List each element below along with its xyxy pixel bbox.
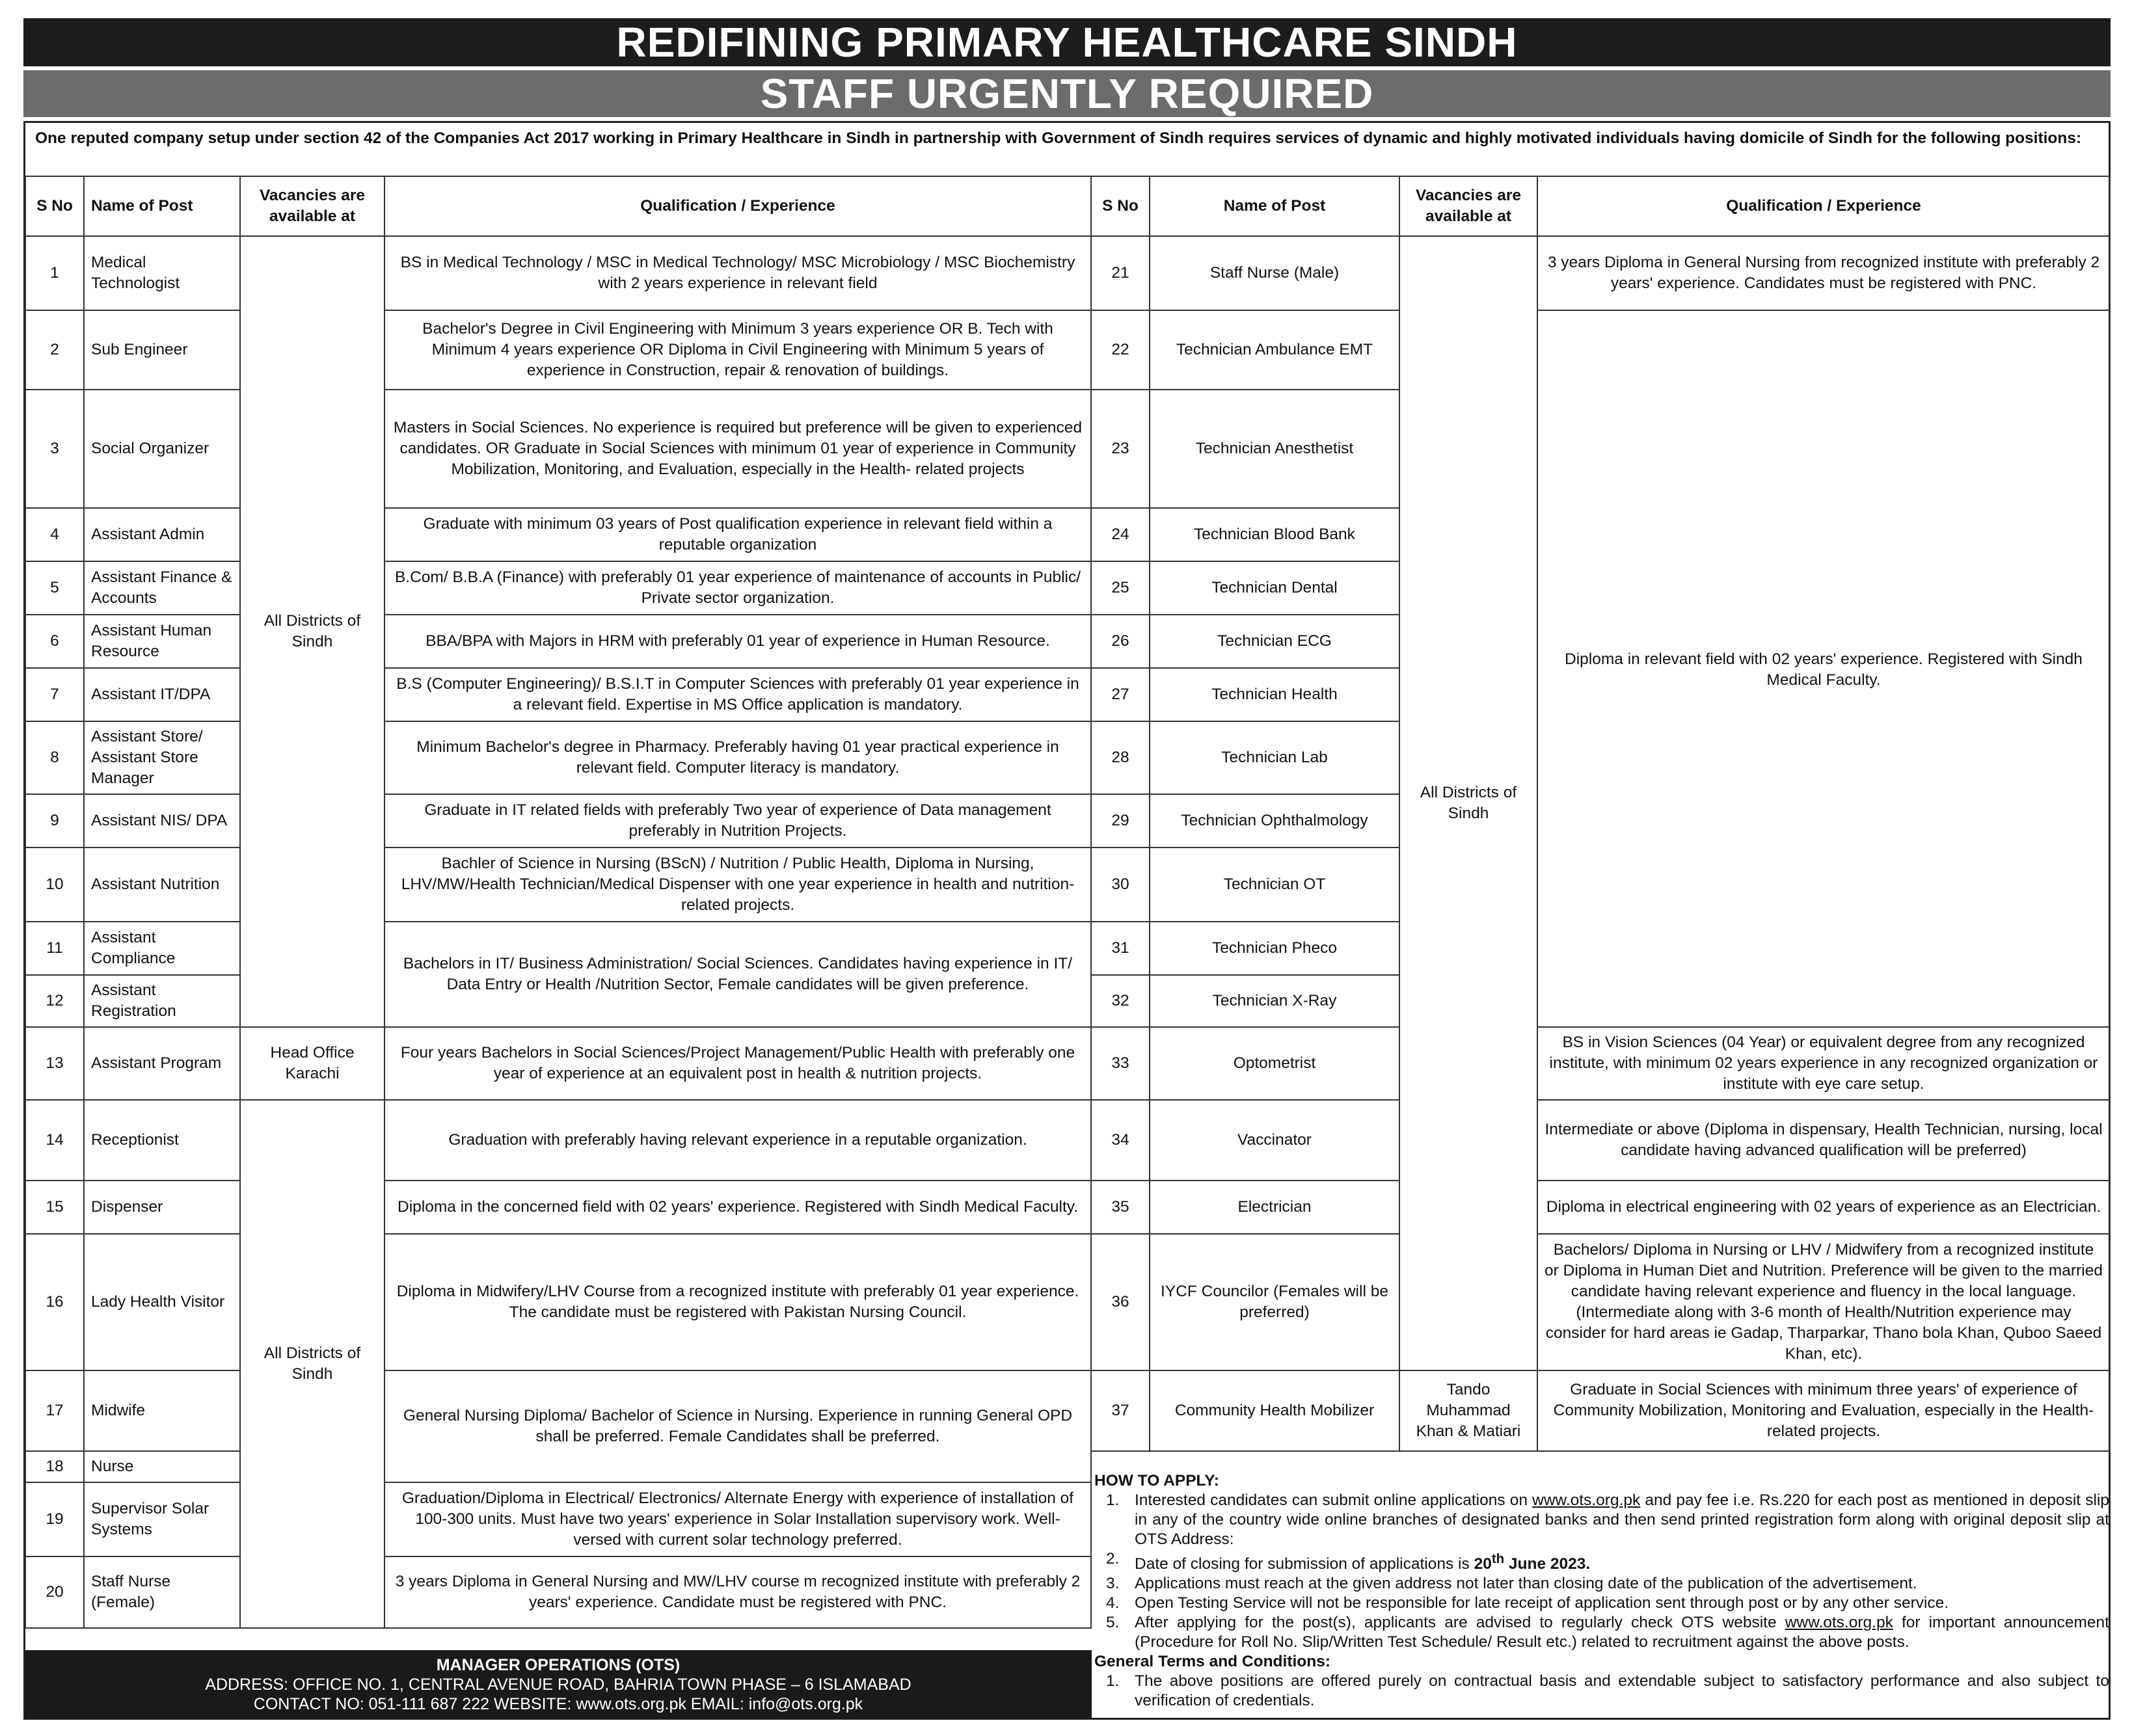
row-sno: 15 xyxy=(25,1181,84,1234)
row-sno: 6 xyxy=(25,615,84,668)
intro-text: One reputed company setup under section 42 of the Companies Act 2017 working in Primary Healthcare in Sindh in partnership with Government of Sindh requires services of dynamic and highly motivated individuals having domicile of Sindh for the following positions: xyxy=(35,129,2082,147)
row-post: Nurse xyxy=(84,1451,240,1482)
row-qualification: B.S (Computer Engineering)/ B.S.I.T in Computer Sciences with preferably 01 year experience in a relevant field. Expertise in MS Office application is mandatory. xyxy=(385,668,1091,721)
closing-date-month: June 2023. xyxy=(1504,1555,1591,1573)
row-qualification: Four years Bachelors in Social Sciences/Project Management/Public Health with preferably one year of experience at an equivalent post in health & nutrition projects. xyxy=(385,1027,1091,1100)
row-post: Vaccinator xyxy=(1150,1100,1399,1181)
apply-item xyxy=(1094,1549,2109,1574)
row-sno: 4 xyxy=(25,508,84,561)
row-post: Assistant Registration xyxy=(84,975,240,1027)
contact-address: ADDRESS: OFFICE NO. 1, CENTRAL AVENUE ROAD, BAHRIA TOWN PHASE – 6 ISLAMABAD xyxy=(205,1676,911,1694)
table-row xyxy=(1091,310,2110,390)
row-sno: 10 xyxy=(25,848,84,922)
row-post: Technician ECG xyxy=(1150,615,1399,668)
table-row xyxy=(1091,236,2110,310)
row-post: Technician Health xyxy=(1150,668,1399,721)
row-sno: 28 xyxy=(1091,721,1150,794)
row-vacancies: All Districts of Sindh xyxy=(1399,236,1537,1370)
apply-text: After applying for the post(s), applicants are advised to regularly check OTS website xyxy=(1135,1614,1785,1632)
apply-item-text: Open Testing Service will not be responsible for late receipt of application sent through post or by any other service. xyxy=(1135,1594,1949,1612)
row-post: IYCF Councilor (Females will be preferred) xyxy=(1150,1234,1399,1370)
apply-item xyxy=(1094,1574,2109,1594)
table-row xyxy=(25,236,1091,310)
terms-title: General Terms and Conditions: xyxy=(1094,1653,1331,1671)
contact-details: CONTACT NO: 051-111 687 222 WEBSITE: www.ots.org.pk EMAIL: info@ots.org.pk xyxy=(253,1695,863,1713)
row-qualification: Graduate with minimum 03 years of Post qualification experience in relevant field within a reputable organization xyxy=(385,508,1091,561)
row-sno: 14 xyxy=(25,1100,84,1181)
apply-item-text xyxy=(1135,1549,2109,1574)
row-sno: 5 xyxy=(25,561,84,615)
terms-item xyxy=(1094,1672,2109,1711)
row-sno: 11 xyxy=(25,922,84,975)
table-row xyxy=(25,390,1091,508)
col-sno: S No xyxy=(1091,176,1150,236)
row-post: Assistant NIS/ DPA xyxy=(84,794,240,848)
row-post: Midwife xyxy=(84,1370,240,1451)
row-post: Assistant Compliance xyxy=(84,922,240,975)
terms-item-number: 1. xyxy=(1106,1672,1120,1690)
row-post: Electrician xyxy=(1150,1181,1399,1234)
row-sno: 2 xyxy=(25,310,84,390)
table-row xyxy=(25,668,1091,721)
row-qualification: B.Com/ B.B.A (Finance) with preferably 01 year experience of maintenance of accounts in Public/ Private sector organization. xyxy=(385,561,1091,615)
row-vacancies: All Districts of Sindh xyxy=(240,1100,385,1628)
closing-date: 20 xyxy=(1474,1555,1492,1573)
row-post: Technician Blood Bank xyxy=(1150,508,1399,561)
table-row xyxy=(25,1482,1091,1556)
col-sno: S No xyxy=(25,176,84,236)
row-post: Optometrist xyxy=(1150,1027,1399,1100)
apply-item-number: 1. xyxy=(1106,1491,1120,1509)
table-row xyxy=(1091,1027,2110,1100)
row-sno: 19 xyxy=(25,1482,84,1556)
col-post: Name of Post xyxy=(1150,176,1399,236)
row-qualification: Intermediate or above (Diploma in dispensary, Health Technician, nursing, local candidate having advanced qualification will be preferred) xyxy=(1537,1100,2110,1181)
row-sno: 35 xyxy=(1091,1181,1150,1234)
row-post: Technician X-Ray xyxy=(1150,975,1399,1027)
row-post: Technician Lab xyxy=(1150,721,1399,794)
row-sno: 18 xyxy=(25,1451,84,1482)
apply-text: Interested candidates can submit online applications on xyxy=(1135,1491,1533,1509)
row-post: Assistant Nutrition xyxy=(84,848,240,922)
row-sno: 34 xyxy=(1091,1100,1150,1181)
row-qualification: Graduation with preferably having relevant experience in a reputable organization. xyxy=(385,1100,1091,1181)
row-post: Lady Health Visitor xyxy=(84,1234,240,1370)
row-qualification: Graduate in IT related fields with preferably Two year of experience of Data management preferably in Nutrition Projects. xyxy=(385,794,1091,848)
table-header-row xyxy=(25,176,1091,236)
row-sno: 3 xyxy=(25,390,84,508)
row-post: Community Health Mobilizer xyxy=(1150,1370,1399,1451)
table-row xyxy=(25,508,1091,561)
row-post: Assistant IT/DPA xyxy=(84,668,240,721)
row-sno: 31 xyxy=(1091,922,1150,975)
row-post: Dispenser xyxy=(84,1181,240,1234)
table-row xyxy=(25,1027,1091,1100)
row-vacancies: All Districts of Sindh xyxy=(240,236,385,1027)
apply-item-number: 2. xyxy=(1106,1550,1120,1568)
row-post: Supervisor Solar Systems xyxy=(84,1482,240,1556)
row-post: Sub Engineer xyxy=(84,310,240,390)
row-qualification: Graduate in Social Sciences with minimum three years' of experience of Community Mobilization, Monitoring and Evaluation, especially in the Health-related projects. xyxy=(1537,1370,2110,1451)
col-post: Name of Post xyxy=(84,176,240,236)
row-sno: 37 xyxy=(1091,1370,1150,1451)
table-row xyxy=(1091,1234,2110,1370)
row-qualification: Bachler of Science in Nursing (BScN) / Nutrition / Public Health, Diploma in Nursing, LHV/MW/Health Technician/Medical Dispenser with one year experience in health and nutrition-related projects. xyxy=(385,848,1091,922)
row-qualification: General Nursing Diploma/ Bachelor of Science in Nursing. Experience in running General OPD shall be preferred. Female Candidates shall be preferred. xyxy=(385,1370,1091,1482)
row-post: Technician Anesthetist xyxy=(1150,390,1399,508)
apply-item xyxy=(1094,1613,2109,1652)
table-row xyxy=(25,615,1091,668)
row-qualification: Diploma in Midwifery/LHV Course from a recognized institute with preferably 01 year experience. The candidate must be registered with Pakistan Nursing Council. xyxy=(385,1234,1091,1370)
row-post: Assistant Human Resource xyxy=(84,615,240,668)
apply-item-number: 3. xyxy=(1106,1575,1120,1593)
row-sno: 13 xyxy=(25,1027,84,1100)
row-qualification: Diploma in the concerned field with 02 years' experience. Registered with Sindh Medical Faculty. xyxy=(385,1181,1091,1234)
ots-website-link[interactable]: www.ots.org.pk xyxy=(1785,1614,1893,1632)
row-post: Technician OT xyxy=(1150,848,1399,922)
table-row xyxy=(1091,1100,2110,1181)
row-sno: 29 xyxy=(1091,794,1150,848)
row-sno: 23 xyxy=(1091,390,1150,508)
how-to-apply-title: HOW TO APPLY: xyxy=(1094,1472,1219,1489)
row-post: Assistant Finance & Accounts xyxy=(84,561,240,615)
closing-date-suffix: th xyxy=(1491,1552,1505,1566)
row-post: Assistant Program xyxy=(84,1027,240,1100)
row-vacancies: Tando Muhammad Khan & Matiari xyxy=(1399,1370,1537,1451)
table-row xyxy=(25,1181,1091,1234)
row-qualification: 3 years Diploma in General Nursing and MW/LHV course m recognized institute with preferably 2 years' experience. Candidate must be registered with PNC. xyxy=(385,1556,1091,1628)
row-qualification: Minimum Bachelor's degree in Pharmacy. Preferably having 01 year practical experience in relevant field. Computer literacy is mandatory. xyxy=(385,721,1091,794)
col-qualification: Qualification / Experience xyxy=(385,176,1091,236)
table-row xyxy=(25,922,1091,975)
row-qualification: Bachelor's Degree in Civil Engineering with Minimum 3 years experience OR B. Tech with Minimum 4 years experience OR Diploma in Civil Engineering with Minimum 5 years of experience in Construction, repair & renovation of buildings. xyxy=(385,310,1091,390)
apply-item-text xyxy=(1135,1613,2109,1652)
row-sno: 25 xyxy=(1091,561,1150,615)
row-sno: 22 xyxy=(1091,310,1150,390)
row-post: Technician Ambulance EMT xyxy=(1150,310,1399,390)
row-qualification: Bachelors in IT/ Business Administration/ Social Sciences. Candidates having experience in IT/ Data Entry or Health /Nutrition Sector, Female candidates will be given preference. xyxy=(385,922,1091,1027)
row-sno: 7 xyxy=(25,668,84,721)
row-qualification: Diploma in relevant field with 02 years' experience. Registered with Sindh Medical Faculty. xyxy=(1537,310,2110,1027)
banner-title: REDIFINING PRIMARY HEALTHCARE SINDH xyxy=(23,18,2111,66)
apply-item-text xyxy=(1135,1491,2109,1549)
contact-box xyxy=(25,1650,1092,1718)
contact-title: MANAGER OPERATIONS (OTS) xyxy=(436,1656,681,1674)
row-post: Assistant Admin xyxy=(84,508,240,561)
table-header-row xyxy=(1091,176,2110,236)
row-sno: 16 xyxy=(25,1234,84,1370)
table-row xyxy=(25,721,1091,794)
table-row xyxy=(25,1100,1091,1181)
jobs-table-left xyxy=(25,176,1092,1629)
apply-item-number: 5. xyxy=(1106,1614,1120,1632)
table-row xyxy=(25,794,1091,848)
apply-text: and pay fee i.e. Rs.220 for each post as mentioned in deposit slip in any of the country wide online branches of designated banks and then send printed registration form along with original deposit slip at OTS Address: xyxy=(1135,1491,2109,1548)
table-row xyxy=(25,561,1091,615)
row-sno: 1 xyxy=(25,236,84,310)
apply-text: Date of closing for submission of applications is xyxy=(1135,1555,1474,1573)
row-sno: 12 xyxy=(25,975,84,1027)
row-sno: 26 xyxy=(1091,615,1150,668)
row-sno: 30 xyxy=(1091,848,1150,922)
row-post: Staff Nurse (Male) xyxy=(1150,236,1399,310)
row-qualification: Graduation/Diploma in Electrical/ Electronics/ Alternate Energy with experience of installation of 100-300 units. Must have two years' experience in Solar Installation supervisory work. Well- versed with current solar technology preferred. xyxy=(385,1482,1091,1556)
apply-item-text: Applications must reach at the given address not later than closing date of the publication of the advertisement. xyxy=(1135,1575,1917,1593)
row-qualification: 3 years Diploma in General Nursing from recognized institute with preferably 2 years' experience. Candidates must be registered with PNC. xyxy=(1537,236,2110,310)
row-post: Social Organizer xyxy=(84,390,240,508)
row-qualification: Diploma in electrical engineering with 02 years of experience as an Electrician. xyxy=(1537,1181,2110,1234)
row-qualification: Bachelors/ Diploma in Nursing or LHV / Midwifery from a recognized institute or Diploma in Human Diet and Nutrition. Preference will be given to the married candidate having relevant experience and fluency in the local language. (Intermediate along with 3-6 month of Health/Nutrition experience may consider for hard areas ie Gadap, Tharparkar, Thano bola Khan, Quboo Saeed Khan, etc). xyxy=(1537,1234,2110,1370)
row-post: Technician Pheco xyxy=(1150,922,1399,975)
apply-item xyxy=(1094,1594,2109,1613)
row-qualification: BS in Medical Technology / MSC in Medical Technology/ MSC Microbiology / MSC Biochemistry with 2 years experience in relevant field xyxy=(385,236,1091,310)
table-row xyxy=(1091,1181,2110,1234)
row-sno: 33 xyxy=(1091,1027,1150,1100)
row-qualification: Masters in Social Sciences. No experience is required but preference will be given to experienced candidates. OR Graduate in Social Sciences with minimum 01 year of experience in Community Mobilization, Monitoring, and Evaluation, especially in the Health- related projects xyxy=(385,390,1091,508)
row-qualification: BBA/BPA with Majors in HRM with preferably 01 year of experience in Human Resource. xyxy=(385,615,1091,668)
banner-subtitle: STAFF URGENTLY REQUIRED xyxy=(23,70,2111,117)
ots-website-link[interactable]: www.ots.org.pk xyxy=(1532,1491,1641,1509)
table-row xyxy=(1091,1370,2110,1451)
table-row xyxy=(25,848,1091,922)
row-sno: 27 xyxy=(1091,668,1150,721)
row-sno: 8 xyxy=(25,721,84,794)
row-qualification: BS in Vision Sciences (04 Year) or equivalent degree from any recognized institute, with minimum 02 years experience in any recognized organization or institute with eye care setup. xyxy=(1537,1027,2110,1100)
row-post: Assistant Store/ Assistant Store Manager xyxy=(84,721,240,794)
row-sno: 36 xyxy=(1091,1234,1150,1370)
col-vacancies: Vacancies are available at xyxy=(1399,176,1537,236)
row-vacancies: Head Office Karachi xyxy=(240,1027,385,1100)
how-to-apply xyxy=(1094,1471,2109,1711)
col-qualification: Qualification / Experience xyxy=(1537,176,2110,236)
row-sno: 17 xyxy=(25,1370,84,1451)
row-post: Receptionist xyxy=(84,1100,240,1181)
table-row xyxy=(25,1556,1091,1628)
apply-item xyxy=(1094,1491,2109,1549)
row-post: Medical Technologist xyxy=(84,236,240,310)
row-post: Staff Nurse (Female) xyxy=(84,1556,240,1628)
jobs-table-right xyxy=(1090,176,2111,1452)
row-sno: 21 xyxy=(1091,236,1150,310)
col-vacancies: Vacancies are available at xyxy=(240,176,385,236)
table-row xyxy=(25,310,1091,390)
row-sno: 20 xyxy=(25,1556,84,1628)
table-row xyxy=(25,1234,1091,1370)
row-sno: 9 xyxy=(25,794,84,848)
row-post: Technician Dental xyxy=(1150,561,1399,615)
terms-item-text: The above positions are offered purely on contractual basis and extendable subject to satisfactory performance and also subject to verification of credentials. xyxy=(1135,1672,2109,1710)
row-sno: 24 xyxy=(1091,508,1150,561)
row-post: Technician Ophthalmology xyxy=(1150,794,1399,848)
row-sno: 32 xyxy=(1091,975,1150,1027)
table-row xyxy=(25,1370,1091,1451)
apply-item-number: 4. xyxy=(1106,1594,1120,1612)
apply-text: for important announcement (Procedure for Roll No. Slip/Written Test Schedule/ Result etc.) related to recruitment against the above posts. xyxy=(1135,1614,2109,1651)
